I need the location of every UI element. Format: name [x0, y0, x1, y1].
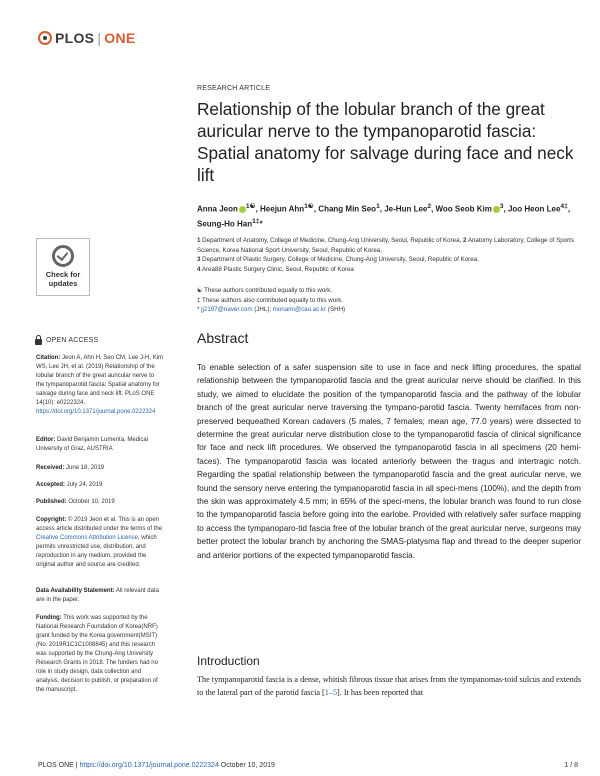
author-name[interactable]: , Je-Hun Lee	[379, 204, 428, 214]
affiliation-text: Anatomy Laboratory, College of Sports Science, Korea National Sport University, Seoul, Republic of Korea,	[197, 237, 574, 254]
open-access-label	[35, 335, 98, 345]
introduction-paragraph-continued: ]. It has been reported that	[337, 688, 423, 698]
funding-text: This work was supported by the National Research Foundation of Korea(NRF) grant funded by the Korea government(MSIT) (No. 2019R1C1C1008845) and this research was supported by the Chung-Ang University Research Grants in 2018. The funders had no role in study design, data collection and analysis, decision to publish, or preparation of the manuscript.	[36, 615, 158, 693]
author-name[interactable]: , Joo Heon Lee	[503, 204, 561, 214]
plos-logo-icon	[38, 31, 52, 45]
corresponding-marker: *	[259, 219, 263, 229]
affiliation-text: Area88 Plastic Surgery Clinic, Seoul, Republic of Korea	[200, 265, 354, 273]
affiliation-number: 3	[197, 256, 201, 264]
open-access-text: OPEN ACCESS	[46, 336, 99, 344]
affiliation-text: Department of Anatomy, College of Medicine, Chung-Ang University, Seoul, Republic of Korea,	[200, 237, 463, 244]
received-block	[36, 464, 164, 473]
copyright-text: © 2019 Jeon et al. This is an open access article distributed under the terms of the	[36, 517, 163, 532]
author-superscript: 3	[499, 203, 504, 210]
editor-block	[36, 436, 164, 454]
published-block	[36, 498, 164, 507]
affiliation-number: 4	[197, 265, 201, 273]
page-footer	[38, 762, 578, 769]
check-updates-line2: updates	[48, 279, 78, 288]
abstract-text: To enable selection of a safer suspension site to use in face and neck lifting procedures, the spatial relationship between the tympanoparotid fascia and the great auricular nerve should be clarified. In this study, we aimed to elucidate the position of the tympanoparotid fascia and the pathway of the lobular branch of the great auricular nerve traversing the tympano-parotid fascia. Twenty hemifaces from non-preserved bequeathed Korean cadavers (5 males, 7 females; mean age, 77.0 years) were dissected to determine the great auricular nerve distribution close to the tympanoparotid fascia of clinical significance for face and neck lift procedures. We observed the tympanoparotid fascia in all specimens (20 hemi-faces). The tympanoparotid fascia was located anteriorly between the tragus and intertragic notch. Regarding the spatial relationship between the tympanoparotid fascia and the great auricular nerve, we found the sensory nerve entering the tympanoparotid fascia in all speci-mens (100%), and the depth from the skin was approximately 4.5 mm; in 65% of the speci-mens, the lobular branch was found to run close to the tympanoparotid fascia before going into the earlobe. Provided with relatively safer surface mapping to access the tympanoparo-tid fascia free of the lobular branch of the great auricular nerve, surgeons may better protect the lobular branch by anchoring the SMAS-platysma flap and thread to the deeper superior and anterior portions of the expected tympanoparotid fascia.	[197, 363, 581, 560]
funding-label: Funding:	[36, 615, 62, 621]
affiliations	[197, 236, 581, 274]
data-availability-label: Data Availability Statement:	[36, 588, 115, 594]
author-name[interactable]: , Woo Seob Kim	[431, 204, 492, 214]
author-superscript: 2	[427, 203, 432, 210]
abstract-heading: Abstract	[197, 330, 249, 346]
received-date: June 18, 2019	[64, 465, 105, 471]
author-superscript: 1☯	[245, 203, 256, 210]
introduction-text	[197, 673, 581, 699]
orcid-icon[interactable]	[493, 206, 500, 213]
editor-text: David Benjamin Lumenta, Medical University of Graz, AUSTRIA	[36, 437, 149, 452]
data-availability-text: All relevant data are in the paper.	[36, 588, 159, 603]
check-for-updates-badge[interactable]	[36, 238, 90, 296]
affiliation-number: 1	[197, 237, 201, 244]
journal-name-plos: PLOS	[55, 30, 95, 46]
citation-doi-link[interactable]: https://doi.org/10.1371/journal.pone.0222324	[36, 409, 156, 415]
citation-text: Jeon A, Ahn H, Seo CM, Lee J-H, Kim WS, Lee JH, et al. (2019) Relationship of the lobular branch of the great auricular nerve to the tympanoparotid fascia: Spatial anatomy for salvage during face and neck lift. PLoS ONE 14(10): e0222324.	[36, 355, 164, 406]
introduction-heading: Introduction	[197, 654, 260, 668]
correspondence-note	[197, 305, 577, 315]
author-name[interactable]: , Seung-Ho Han	[197, 204, 571, 229]
copyright-block	[36, 516, 164, 570]
corresponding-marker: *	[197, 306, 202, 314]
editor-label: Editor:	[36, 437, 56, 443]
citation-label: Citation:	[36, 355, 61, 361]
published-label: Published:	[36, 499, 67, 505]
published-date: October 10, 2019	[66, 499, 115, 505]
footer-journal: PLOS ONE |	[38, 762, 80, 769]
funding-block	[36, 614, 164, 695]
article-type: RESEARCH ARTICLE	[197, 85, 271, 92]
journal-name-one: ONE	[104, 30, 136, 46]
footer-date: October 10, 2019	[218, 762, 275, 769]
author-notes	[197, 286, 577, 315]
copyright-text-continued: , which permits unrestricted use, distribution, and reproduction in any medium, provided the original author and source are credited.	[36, 535, 157, 568]
author-superscript: 1☯	[304, 203, 314, 210]
author-list	[197, 201, 577, 230]
author-superscript: 1	[376, 203, 380, 210]
accepted-date: July 24, 2019	[65, 482, 103, 488]
author-name[interactable]: , Chang Min Seo	[313, 204, 377, 214]
license-link[interactable]: Creative Commons Attribution License	[36, 535, 139, 541]
email-link[interactable]: jj2197@naver.com	[201, 306, 253, 314]
check-updates-line1: Check for	[45, 270, 81, 279]
orcid-icon[interactable]	[239, 206, 246, 213]
author-superscript: 1‡	[252, 217, 260, 225]
email-suffix: (SHH)	[326, 306, 346, 314]
reference-link[interactable]: 1–5	[324, 688, 338, 698]
copyright-label: Copyright:	[36, 517, 67, 523]
introduction-paragraph: The tympanoparotid fascia is a dense, whitish fibrous tissue that arises from the tympanomas-toid sulcus and extends to the lateral part of the parotid fascia [	[197, 675, 581, 698]
page-number: 1 / 8	[564, 762, 578, 769]
equal-contribution-note: ☯ These authors contributed equally to this work.	[197, 287, 333, 294]
also-equal-contribution-note: ‡ These authors also contributed equally to this work.	[197, 296, 344, 304]
affiliation-number: 2	[462, 237, 467, 244]
author-name[interactable]: , Heejun Ahn	[255, 204, 305, 214]
journal-logo	[38, 30, 136, 46]
article-title: Relationship of the lobular branch of the great auricular nerve to the tympanoparotid fascia: Spatial anatomy for salvage during face and neck lift	[197, 99, 574, 185]
email-link[interactable]: monami@cau.ac.kr	[272, 306, 327, 314]
accepted-label: Accepted:	[36, 482, 66, 488]
journal-name-separator: |	[97, 30, 102, 46]
email-suffix: (JHL);	[252, 306, 273, 314]
accepted-block	[36, 481, 164, 490]
open-lock-icon	[35, 335, 42, 345]
author-name[interactable]: Anna Jeon	[197, 204, 238, 214]
citation-block	[36, 354, 164, 417]
check-updates-icon	[52, 245, 74, 267]
received-label: Received:	[36, 465, 65, 471]
data-availability-block	[36, 587, 164, 605]
author-superscript: 4‡	[560, 203, 568, 210]
footer-doi-link[interactable]: https://doi.org/10.1371/journal.pone.0222324	[79, 762, 219, 769]
affiliation-text: Department of Plastic Surgery, College of Medicine, Chung-Ang University, Seoul, Republic of Korea,	[200, 256, 479, 264]
